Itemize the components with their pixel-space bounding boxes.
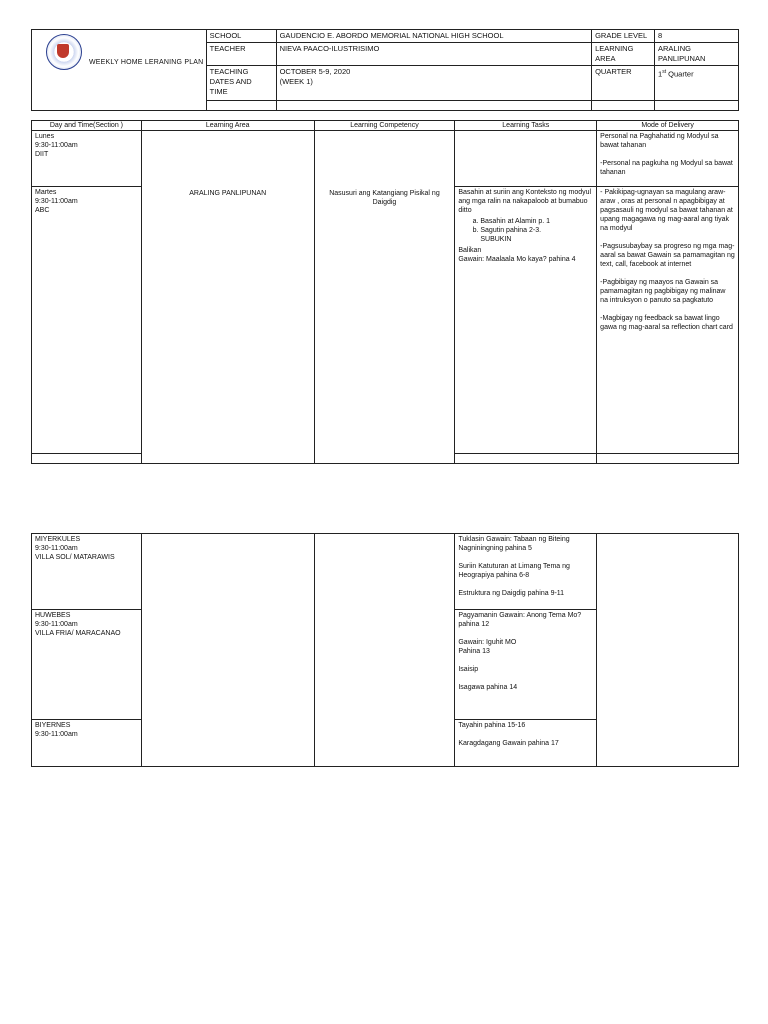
learning-area-value: ARALING PANLIPUNAN <box>189 190 267 198</box>
day-biyernes: BIYERNES 9:30-11:00am <box>35 722 78 738</box>
tasks-intro: Basahin at suriin ang Konteksto ng modyul ang mga ralin na nakapaloob at bumabuo ditto <box>458 188 592 214</box>
logo-cell <box>32 30 207 111</box>
column-header: Learning Area <box>141 121 314 131</box>
empty-cell <box>455 131 597 186</box>
mode-martes: - Pakikipag-ugnayan sa magulang araw-araw , oras at personal n apagbibigay at pagsasauli ng modyul sa bawat tahanan at upang magagawa ng mag-aaral ang tiyak na modyul -Pagsusubaybay sa progreso ng mga mag-aaral sa bawat Gawain sa pamamagitan ng text, call, facebook at internet -Pagbibigay ng maayos na Gawain sa pamamagitan ng pagbibigay ng malinaw na intruksyon o panuto sa pagkatuto -Magbigay ng feedback sa bawat lingo gawa ng mag-aaral sa reflection chart card <box>600 188 735 331</box>
seal-shield-icon <box>57 44 69 58</box>
tasks-biyernes: Tayahin pahina 15-16 Karagdagang Gawain pahina 17 <box>458 722 559 747</box>
list-item: a. Basahin at Alamin p. 1 <box>480 217 593 226</box>
area-label: LEARNING AREA <box>595 44 634 63</box>
plan-title: WEEKLY HOME LERANING PLAN <box>89 59 204 66</box>
deped-seal-logo <box>46 34 82 70</box>
school-label: SCHOOL <box>206 30 276 43</box>
quarter-value: 1st Quarter <box>655 66 739 101</box>
empty-cell <box>455 453 597 463</box>
learning-tasks-cell <box>455 186 597 453</box>
tasks-list <box>458 217 593 244</box>
list-item: b. Sagutin pahina 2-3. SUBUKIN <box>480 226 593 244</box>
column-header: Learning Tasks <box>455 121 597 131</box>
dates-value: OCTOBER 5-9, 2020 (WEEK 1) <box>279 67 351 86</box>
day-lunes: Lunes 9:30-11:00am DIIT <box>35 133 78 159</box>
empty-cell <box>206 101 276 111</box>
grade-label: GRADE LEVEL <box>592 30 655 43</box>
column-header: Day and Time(Section ) <box>32 121 142 131</box>
tasks-huwebes: Pagyamanin Gawain: Anong Tema Mo?pahina 12 Gawain: Iguhit MO Pahina 13 Isaisip Isagawa pahina 14 <box>458 612 582 691</box>
day-miyerkules: MIYERKULES 9:30-11:00am VILLA SOL/ MATARAWIS <box>35 536 115 561</box>
learning-competency-value: Nasusuri ang Katangiang Pisikal ng Daigdig <box>329 190 440 207</box>
day-huwebes: HUWEBES 9:30-11:00am VILLA FRIA/ MARACANAO <box>35 612 121 637</box>
area-value: ARALING PANLIPUNAN <box>658 44 706 63</box>
empty-cell <box>141 534 314 767</box>
quarter-label: QUARTER <box>592 66 655 101</box>
school-value: GAUDENCIO E. ABORDO MEMORIAL NATIONAL HIGH SCHOOL <box>276 30 591 43</box>
dates-label: TEACHING DATES AND TIME <box>209 67 252 96</box>
day-martes: Martes 9:30-11:00am ABC <box>35 188 78 214</box>
column-header: Mode of Delivery <box>597 121 739 131</box>
empty-cell <box>314 534 455 767</box>
teacher-value: NIEVA PAACO-ILUSTRISIMO <box>276 43 591 66</box>
empty-cell <box>655 101 739 111</box>
empty-cell <box>592 101 655 111</box>
teacher-label: TEACHER <box>206 43 276 66</box>
empty-cell <box>597 453 739 463</box>
grade-value: 8 <box>655 30 739 43</box>
learning-plan-table <box>31 120 739 464</box>
column-header: Learning Competency <box>314 121 455 131</box>
mode-lunes: Personal na Paghahatid ng Modyul sa bawat tahanan -Personal na pagkuha ng Modyul sa bawat tahanan <box>600 133 733 177</box>
tasks-miyerkules: Tuklasin Gawain: Tabaan ng Biteing Nagniningning pahina 5 Suriin Katuturan at Limang Tema ng Heograpiya pahina 6-8 Estruktura ng Daigdig pahina 9-11 <box>458 536 570 597</box>
empty-cell <box>597 534 739 767</box>
header-table <box>31 29 739 111</box>
tasks-balikan: Balikan Gawain: Maalaala Mo kaya? pahina 4 <box>458 246 576 263</box>
empty-cell <box>276 101 591 111</box>
empty-cell <box>32 453 142 463</box>
learning-plan-table-continued <box>31 533 739 767</box>
